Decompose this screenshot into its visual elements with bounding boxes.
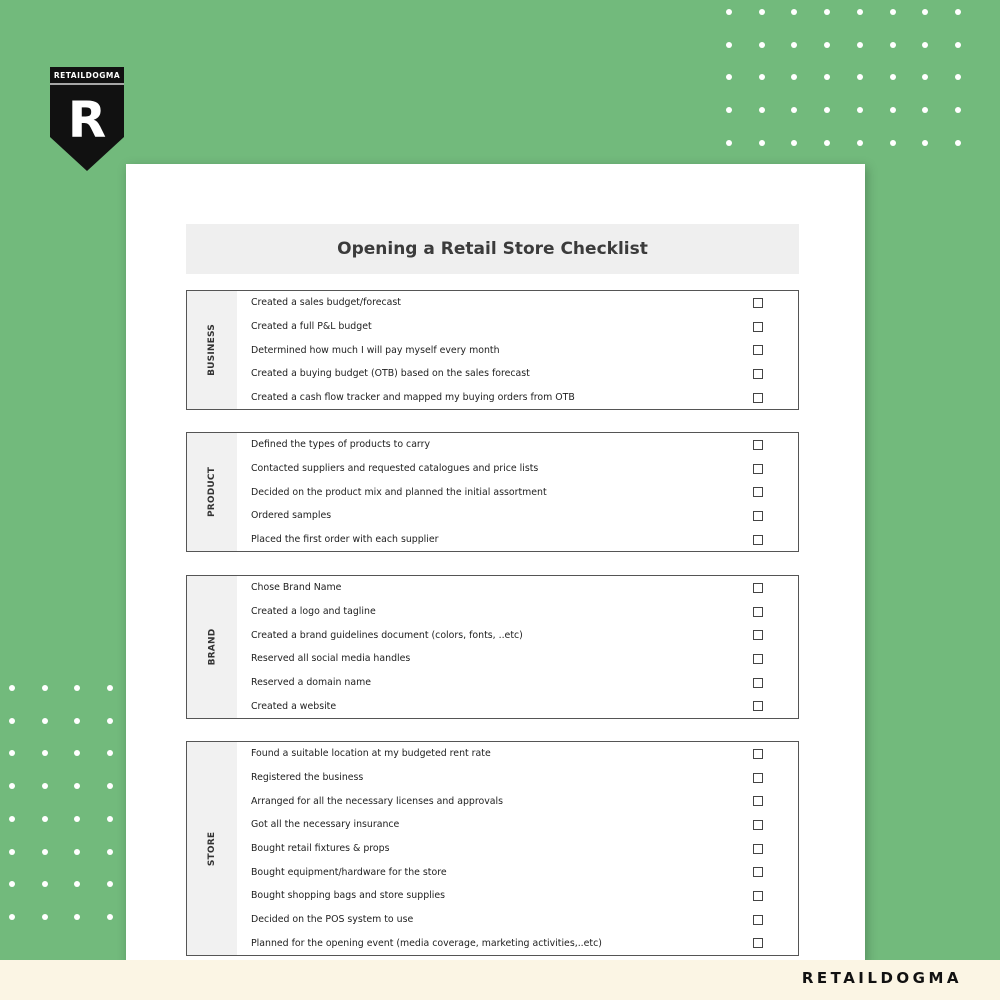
checklist-checkbox[interactable] xyxy=(753,535,763,545)
checklist-item xyxy=(251,884,798,908)
checklist-checkbox[interactable] xyxy=(753,345,763,355)
checklist-checkbox[interactable] xyxy=(753,322,763,332)
checklist-item-text: Bought shopping bags and store supplies xyxy=(251,890,446,902)
checklist-item xyxy=(251,932,798,956)
checklist-item-text: Arranged for all the necessary licenses and approvals xyxy=(251,795,504,807)
checklist-checkbox[interactable] xyxy=(753,678,763,688)
checklist-item xyxy=(251,504,798,528)
checklist-item xyxy=(251,742,798,766)
checklist-item xyxy=(251,291,798,315)
retaildogma-logo xyxy=(50,67,124,171)
section-label-text: PRODUCT xyxy=(207,467,218,518)
checklist-item-text: Reserved a domain name xyxy=(251,677,372,689)
checklist-checkbox[interactable] xyxy=(753,487,763,497)
checklist-item-text: Got all the necessary insurance xyxy=(251,819,400,831)
checklist-item xyxy=(251,623,798,647)
checklist-checkbox[interactable] xyxy=(753,298,763,308)
checklist-item-text: Decided on the POS system to use xyxy=(251,914,414,926)
checklist-item xyxy=(251,480,798,504)
checklist-item-text: Created a website xyxy=(251,700,337,712)
section-label xyxy=(187,742,237,955)
checklist-item-text: Bought retail fixtures & props xyxy=(251,843,390,855)
checklist-checkbox[interactable] xyxy=(753,464,763,474)
footer-bar xyxy=(0,960,1000,1000)
checklist-item-text: Reserved all social media handles xyxy=(251,653,411,665)
checklist-checkbox[interactable] xyxy=(753,796,763,806)
section-label xyxy=(187,291,237,409)
checklist-document xyxy=(126,164,865,964)
section-label-text: BRAND xyxy=(206,628,217,666)
checklist-checkbox[interactable] xyxy=(753,583,763,593)
checklist-checkbox[interactable] xyxy=(753,820,763,830)
checklist-checkbox[interactable] xyxy=(753,393,763,403)
checklist-checkbox[interactable] xyxy=(753,915,763,925)
checklist-checkbox[interactable] xyxy=(753,701,763,711)
section-label xyxy=(187,576,237,718)
checklist-item-text: Contacted suppliers and requested catalogues and price lists xyxy=(251,463,539,475)
section-store xyxy=(186,741,799,956)
checklist-items xyxy=(237,576,798,718)
checklist-checkbox[interactable] xyxy=(753,891,763,901)
checklist-checkbox[interactable] xyxy=(753,511,763,521)
checklist-checkbox[interactable] xyxy=(753,867,763,877)
checklist-item xyxy=(251,315,798,339)
section-business xyxy=(186,290,799,410)
checklist-item xyxy=(251,813,798,837)
checklist-checkbox[interactable] xyxy=(753,938,763,948)
checklist-item xyxy=(251,338,798,362)
footer-brand: RETAILDOGMA xyxy=(801,969,962,987)
checklist-item xyxy=(251,528,798,552)
checklist-item xyxy=(251,908,798,932)
checklist-checkbox[interactable] xyxy=(753,654,763,664)
svg-text:RETAILDOGMA: RETAILDOGMA xyxy=(53,71,121,80)
checklist-item-text: Created a cash flow tracker and mapped my buying orders from OTB xyxy=(251,392,575,404)
checklist-item-text: Ordered samples xyxy=(251,510,332,522)
document-title: Opening a Retail Store Checklist xyxy=(337,239,648,259)
document-title-bar xyxy=(186,224,799,274)
checklist-item-text: Placed the first order with each supplier xyxy=(251,534,439,546)
checklist-checkbox[interactable] xyxy=(753,369,763,379)
checklist-item-text: Created a sales budget/forecast xyxy=(251,297,401,309)
checklist-item xyxy=(251,837,798,861)
checklist-item-text: Created a logo and tagline xyxy=(251,606,376,618)
checklist-checkbox[interactable] xyxy=(753,749,763,759)
checklist-item xyxy=(251,766,798,790)
checklist-item xyxy=(251,362,798,386)
checklist-item xyxy=(251,694,798,718)
checklist-items xyxy=(237,742,798,955)
checklist-item-text: Found a suitable location at my budgeted rent rate xyxy=(251,748,491,760)
checklist-checkbox[interactable] xyxy=(753,630,763,640)
checklist-item-text: Registered the business xyxy=(251,772,364,784)
checklist-item-text: Determined how much I will pay myself every month xyxy=(251,344,500,356)
checklist-item xyxy=(251,647,798,671)
checklist-item-text: Planned for the opening event (media coverage, marketing activities,..etc) xyxy=(251,937,602,949)
checklist-item xyxy=(251,860,798,884)
checklist-item-text: Created a brand guidelines document (colors, fonts, ..etc) xyxy=(251,629,523,641)
checklist-checkbox[interactable] xyxy=(753,773,763,783)
section-label-text: STORE xyxy=(206,831,217,866)
checklist-checkbox[interactable] xyxy=(753,607,763,617)
checklist-checkbox[interactable] xyxy=(753,844,763,854)
checklist-item-text: Bought equipment/hardware for the store xyxy=(251,866,447,878)
checklist-items xyxy=(237,291,798,409)
checklist-item xyxy=(251,433,798,457)
section-label-text: BUSINESS xyxy=(207,324,217,377)
section-brand xyxy=(186,575,799,719)
checklist-item xyxy=(251,671,798,695)
checklist-item xyxy=(251,386,798,410)
checklist-items xyxy=(237,433,798,551)
checklist-item xyxy=(251,600,798,624)
checklist-item xyxy=(251,457,798,481)
section-product xyxy=(186,432,799,552)
checklist-item-text: Decided on the product mix and planned the initial assortment xyxy=(251,486,547,498)
checklist-item-text: Created a buying budget (OTB) based on the sales forecast xyxy=(251,368,530,380)
checklist-item xyxy=(251,789,798,813)
svg-text:R: R xyxy=(67,91,107,149)
checklist-item-text: Chose Brand Name xyxy=(251,582,342,594)
checklist-item-text: Defined the types of products to carry xyxy=(251,439,431,451)
checklist-item-text: Created a full P&L budget xyxy=(251,321,372,333)
section-label xyxy=(187,433,237,551)
checklist-item xyxy=(251,576,798,600)
checklist-checkbox[interactable] xyxy=(753,440,763,450)
